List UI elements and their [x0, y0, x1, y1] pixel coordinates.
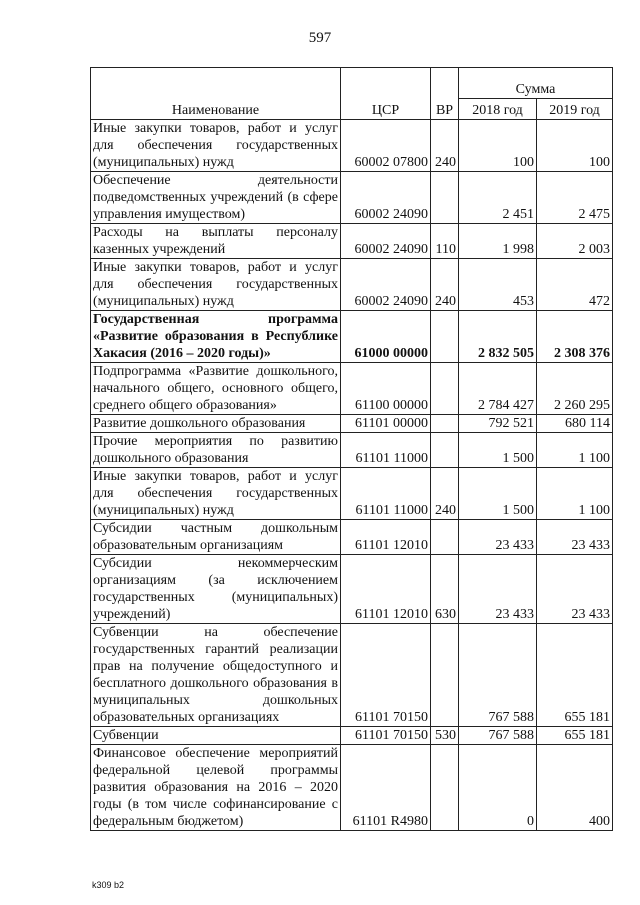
row-sum-2019: 23 433 [537, 555, 613, 624]
table-row-program [91, 311, 613, 363]
row-sum-2019: 655 181 [537, 727, 613, 745]
table-row [91, 224, 613, 259]
table-row [91, 624, 613, 727]
row-sum-2019: 680 114 [537, 415, 613, 433]
table-row [91, 727, 613, 745]
row-vr: 110 [431, 224, 459, 259]
row-vr [431, 624, 459, 727]
row-csr: 61101 12010 [341, 555, 431, 624]
row-vr [431, 172, 459, 224]
row-csr: 61101 R4980 [341, 745, 431, 831]
header-sum: Сумма [459, 68, 613, 99]
row-sum-2018: 100 [459, 120, 537, 172]
table-row [91, 468, 613, 520]
row-csr: 60002 07800 [341, 120, 431, 172]
table-row [91, 745, 613, 831]
row-sum-2019: 1 100 [537, 433, 613, 468]
header-year-2019: 2019 год [537, 99, 613, 120]
row-sum-2019: 23 433 [537, 520, 613, 555]
row-csr: 60002 24090 [341, 172, 431, 224]
table-row [91, 172, 613, 224]
row-name: Прочие мероприятия по развитию дошкольного образования [91, 433, 341, 468]
row-csr: 61101 12010 [341, 520, 431, 555]
row-name: Подпрограмма «Развитие дошкольного, начального общего, основного общего, среднего общего образования» [91, 363, 341, 415]
row-name: Субвенции на обеспечение государственных гарантий реализации прав на получение общедоступного и бесплатного дошкольного образования в муниципальных дошкольных образовательных организациях [91, 624, 341, 727]
row-sum-2019: 655 181 [537, 624, 613, 727]
row-vr [431, 433, 459, 468]
header-name: Наименование [91, 68, 341, 120]
row-name: Иные закупки товаров, работ и услуг для обеспечения государственных (муниципальных) нужд [91, 120, 341, 172]
table-row [91, 120, 613, 172]
row-name: Финансовое обеспечение мероприятий федеральной целевой программы развития образования на 2016 – 2020 годы (в том числе софинансирование с федеральным бюджетом) [91, 745, 341, 831]
row-sum-2018: 792 521 [459, 415, 537, 433]
row-sum-2018: 1 500 [459, 468, 537, 520]
row-csr: 61000 00000 [341, 311, 431, 363]
header-vr: ВР [431, 68, 459, 120]
row-sum-2019: 400 [537, 745, 613, 831]
header-year-2018: 2018 год [459, 99, 537, 120]
row-csr: 60002 24090 [341, 259, 431, 311]
row-vr [431, 520, 459, 555]
row-csr: 61101 70150 [341, 624, 431, 727]
row-sum-2019: 2 003 [537, 224, 613, 259]
table-row [91, 259, 613, 311]
row-vr [431, 745, 459, 831]
row-name: Субвенции [91, 727, 341, 745]
row-sum-2018: 2 451 [459, 172, 537, 224]
footer-code: k309 b2 [92, 880, 125, 890]
row-vr: 630 [431, 555, 459, 624]
table-row [91, 520, 613, 555]
page-number: 597 [308, 30, 332, 46]
row-sum-2018: 2 784 427 [459, 363, 537, 415]
row-sum-2019: 472 [537, 259, 613, 311]
row-name: Иные закупки товаров, работ и услуг для обеспечения государственных (муниципальных) нужд [91, 468, 341, 520]
table-header [91, 68, 613, 120]
row-name: Иные закупки товаров, работ и услуг для обеспечения государственных (муниципальных) нужд [91, 259, 341, 311]
row-sum-2018: 1 500 [459, 433, 537, 468]
row-sum-2018: 23 433 [459, 555, 537, 624]
row-name: Расходы на выплаты персоналу казенных учреждений [91, 224, 341, 259]
row-name: Развитие дошкольного образования [91, 415, 341, 433]
row-sum-2019: 1 100 [537, 468, 613, 520]
row-sum-2019: 2 260 295 [537, 363, 613, 415]
row-vr: 240 [431, 259, 459, 311]
row-sum-2018: 2 832 505 [459, 311, 537, 363]
table-body [91, 120, 613, 831]
row-csr: 61101 11000 [341, 433, 431, 468]
row-csr: 61100 00000 [341, 363, 431, 415]
row-sum-2018: 1 998 [459, 224, 537, 259]
table-row [91, 555, 613, 624]
row-sum-2018: 0 [459, 745, 537, 831]
row-vr: 240 [431, 120, 459, 172]
table-row [91, 415, 613, 433]
table-row [91, 433, 613, 468]
row-sum-2019: 100 [537, 120, 613, 172]
row-name: Государственная программа «Развитие образования в Республике Хакасия (2016 – 2020 годы)» [91, 311, 341, 363]
row-name: Субсидии некоммерческим организациям (за исключением государственных (муниципальных) учреждений) [91, 555, 341, 624]
row-csr: 60002 24090 [341, 224, 431, 259]
budget-table [90, 67, 613, 831]
row-name: Субсидии частным дошкольным образовательным организациям [91, 520, 341, 555]
row-sum-2018: 453 [459, 259, 537, 311]
row-vr [431, 415, 459, 433]
row-sum-2019: 2 475 [537, 172, 613, 224]
row-name: Обеспечение деятельности подведомственных учреждений (в сфере управления имуществом) [91, 172, 341, 224]
row-vr: 240 [431, 468, 459, 520]
row-csr: 61101 70150 [341, 727, 431, 745]
row-sum-2018: 767 588 [459, 727, 537, 745]
row-sum-2019: 2 308 376 [537, 311, 613, 363]
row-csr: 61101 11000 [341, 468, 431, 520]
row-csr: 61101 00000 [341, 415, 431, 433]
table-row [91, 363, 613, 415]
row-vr: 530 [431, 727, 459, 745]
row-sum-2018: 767 588 [459, 624, 537, 727]
header-csr: ЦСР [341, 68, 431, 120]
row-sum-2018: 23 433 [459, 520, 537, 555]
row-vr [431, 311, 459, 363]
row-vr [431, 363, 459, 415]
